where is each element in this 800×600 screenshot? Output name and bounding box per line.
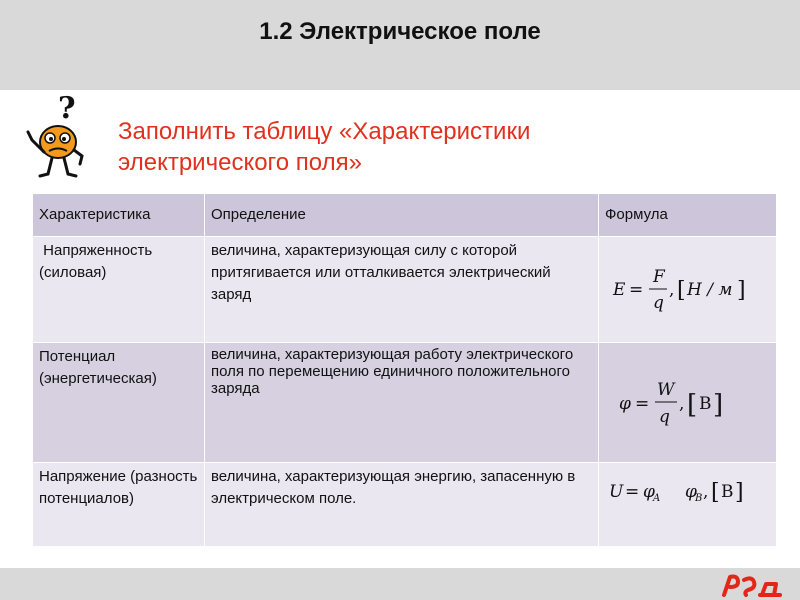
svg-text:В: В [699,394,712,414]
svg-text:[: [ [677,278,686,303]
svg-text:q: q [659,407,670,427]
column-header: Формула [599,194,777,237]
svg-text:=: = [629,280,644,300]
characteristics-table [32,193,777,547]
svg-text:[: [ [711,480,720,505]
svg-text:,: , [703,482,709,502]
task-text: Заполнить таблицу «Характеристики электрического поля» [118,118,531,176]
formula-cell [599,237,777,343]
table-row [33,237,777,343]
table-row [33,463,777,547]
formula-cell [599,343,777,463]
svg-text:]: ] [713,390,724,420]
svg-text:=: = [635,394,650,414]
column-header: Характеристика [33,194,205,237]
rzd-logo [718,572,790,598]
svg-text:φ: φ [643,482,655,502]
formula-field-strength [599,237,777,335]
svg-text:φ: φ [685,482,697,502]
svg-text:,: , [669,280,675,300]
svg-text:W: W [657,380,675,400]
characteristic-name: Напряжение (разность потенциалов) [33,463,205,547]
characteristic-name: Напряженность (силовая) [33,237,205,343]
characteristic-name: Потенциал (энергетическая) [33,343,205,463]
svg-text:φ: φ [619,394,631,414]
svg-text:]: ] [735,480,744,505]
characteristic-definition: величина, характеризующая силу с которой притягивается или отталкивается электрический заряд [205,237,599,343]
formula-voltage [599,463,777,539]
characteristic-definition: величина, характеризующая работу электрического поля по перемещению единичного положительного заряда [205,343,599,463]
table-row [33,343,777,463]
svg-text:Н / м: Н / м [687,280,733,300]
svg-text:?: ? [58,92,76,126]
svg-text:A: A [653,493,661,504]
svg-text:q: q [653,293,664,313]
slide-title: 1.2 Электрическое поле [259,18,541,45]
svg-text:[: [ [687,390,698,420]
formula-potential [599,343,777,455]
footer-bar [0,568,800,600]
svg-text:U: U [609,482,624,502]
svg-text:,: , [679,394,685,414]
column-header: Определение [205,194,599,237]
formula-cell [599,463,777,547]
svg-text:E: E [613,280,626,300]
svg-text:B: B [695,493,703,504]
svg-text:В: В [721,482,734,502]
svg-text:=: = [625,482,640,502]
table-header-row [33,194,777,237]
characteristic-definition: величина, характеризующая энергию, запасенную в электрическом поле. [205,463,599,547]
svg-text:F: F [653,267,665,287]
svg-text:]: ] [737,278,746,303]
question-mascot-icon [22,92,102,182]
